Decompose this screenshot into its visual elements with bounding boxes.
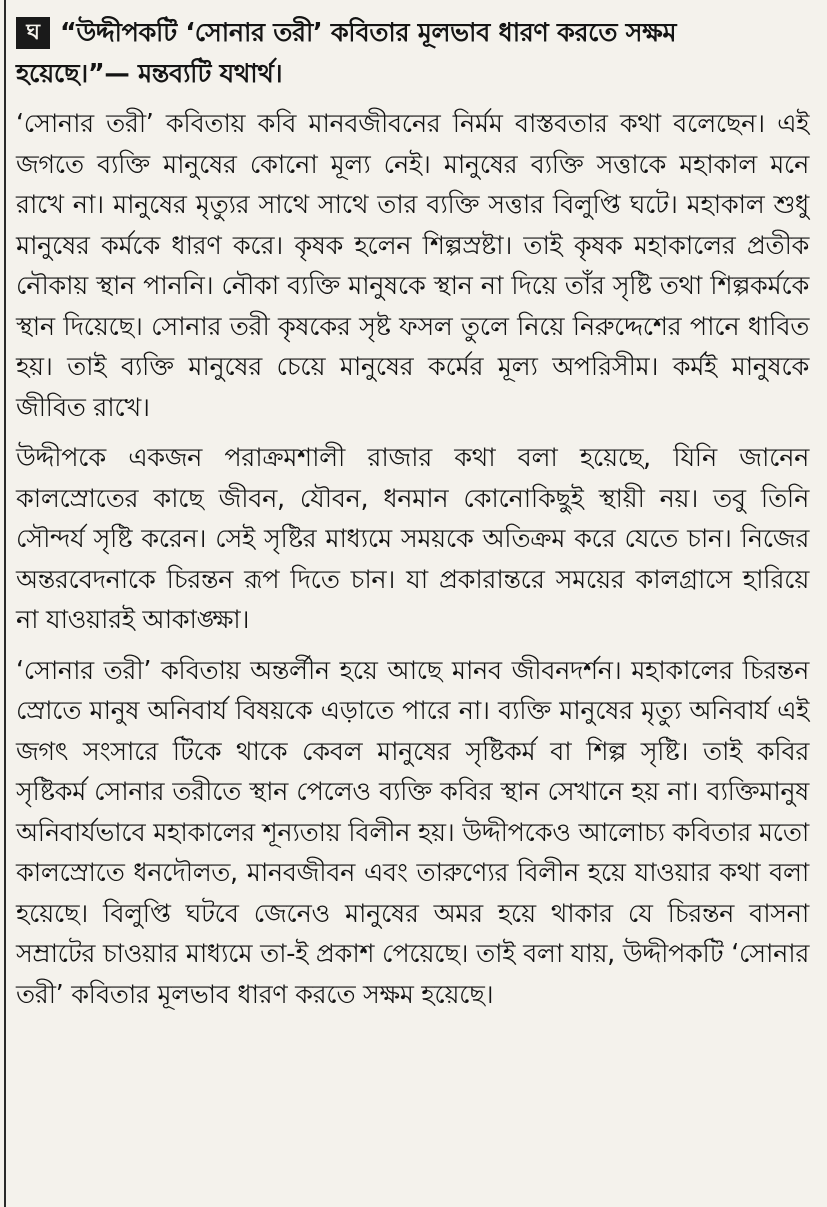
answer-paragraph-2: উদ্দীপকে একজন পরাক্রমশালী রাজার কথা বলা হয়েছে, যিনি জানেন কালস্রোতের কাছে জীবন, যৌবন, ধনমান কোনোকিছুই স্থায়ী নয়। তবু তিনি সৌন্দর্য সৃষ্টি করেন। সেই সৃষ্টির মাধ্যমে সময়কে অতিক্রম করে যেতে চান। নিজের অন্তরবেদনাকে চিরন্তন রূপ দিতে চান। যা প্রকারান্তরে সময়ের কালগ্রাসে হারিয়ে না যাওয়ারই আকাঙ্ক্ষা।	[16, 442, 809, 634]
answer-paragraph-1: ‘সোনার তরী’ কবিতায় কবি মানবজীবনের নির্মম বাস্তবতার কথা বলেছেন। এই জগতে ব্যক্তি মানুষের কোনো মূল্য নেই। মানুষের ব্যক্তি সত্তাকে মহাকাল মনে রাখে না। মানুষের মৃত্যুর সাথে সাথে তার ব্যক্তি সত্তার বিলুপ্তি ঘটে। মহাকাল শুধু মানুষের কর্মকে ধারণ করে। কৃষক হলেন শিল্পস্রষ্টা। তাই কৃষক মহাকালের প্রতীক নৌকায় স্থান পাননি। নৌকা ব্যক্তি মানুষকে স্থান না দিয়ে তাঁর সৃষ্টি তথা শিল্পকর্মকে স্থান দিয়েছে। সোনার তরী কৃষকের সৃষ্ট ফসল তুলে নিয়ে নিরুদ্দেশের পানে ধাবিত হয়। তাই ব্যক্তি মানুষের চেয়ে মানুষের কর্মের মূল্য অপরিসীম। কর্মই মানুষকে জীবিত রাখে।	[16, 108, 809, 422]
question-block	[16, 12, 809, 93]
question-line-1	[16, 12, 809, 53]
question-label-badge: ঘ	[16, 17, 50, 49]
answer-paragraph-3: ‘সোনার তরী’ কবিতায় অন্তর্লীন হয়ে আছে মানব জীবনদর্শন। মহাকালের চিরন্তন স্রোতে মানুষ অনিবার্য বিষয়কে এড়াতে পারে না। ব্যক্তি মানুষের মৃত্যু অনিবার্য এই জগৎ সংসারে টিকে থাকে কেবল মানুষের সৃষ্টিকর্ম বা শিল্প সৃষ্টি। তাই কবির সৃষ্টিকর্ম সোনার তরীতে স্থান পেলেও ব্যক্তি কবির স্থান সেখানে হয় না। ব্যক্তিমানুষ অনিবার্যভাবে মহাকালের শূন্যতায় বিলীন হয়। উদ্দীপকেও আলোচ্য কবিতার মতো কালস্রোতে ধনদৌলত, মানবজীবন এবং তারুণ্যের বিলীন হয়ে যাওয়ার কথা বলা হয়েছে। বিলুপ্তি ঘটবে জেনেও মানুষের অমর হয়ে থাকার যে চিরন্তন বাসনা সম্রাটের চাওয়ার মাধ্যমে তা-ই প্রকাশ পেয়েছে। তাই বলা যায়, উদ্দীপকটি ‘সোনার তরী’ কবিতার মূলভাব ধারণ করতে সক্ষম হয়েছে।	[16, 654, 809, 1009]
question-text-line-2: হয়েছে।”— মন্তব্যটি যথার্থ।	[16, 57, 283, 88]
question-text-line-1: “উদ্দীপকটি ‘সোনার তরী’ কবিতার মূলভাব ধারণ করতে সক্ষম	[60, 17, 677, 47]
margin-rule	[4, 0, 6, 1207]
